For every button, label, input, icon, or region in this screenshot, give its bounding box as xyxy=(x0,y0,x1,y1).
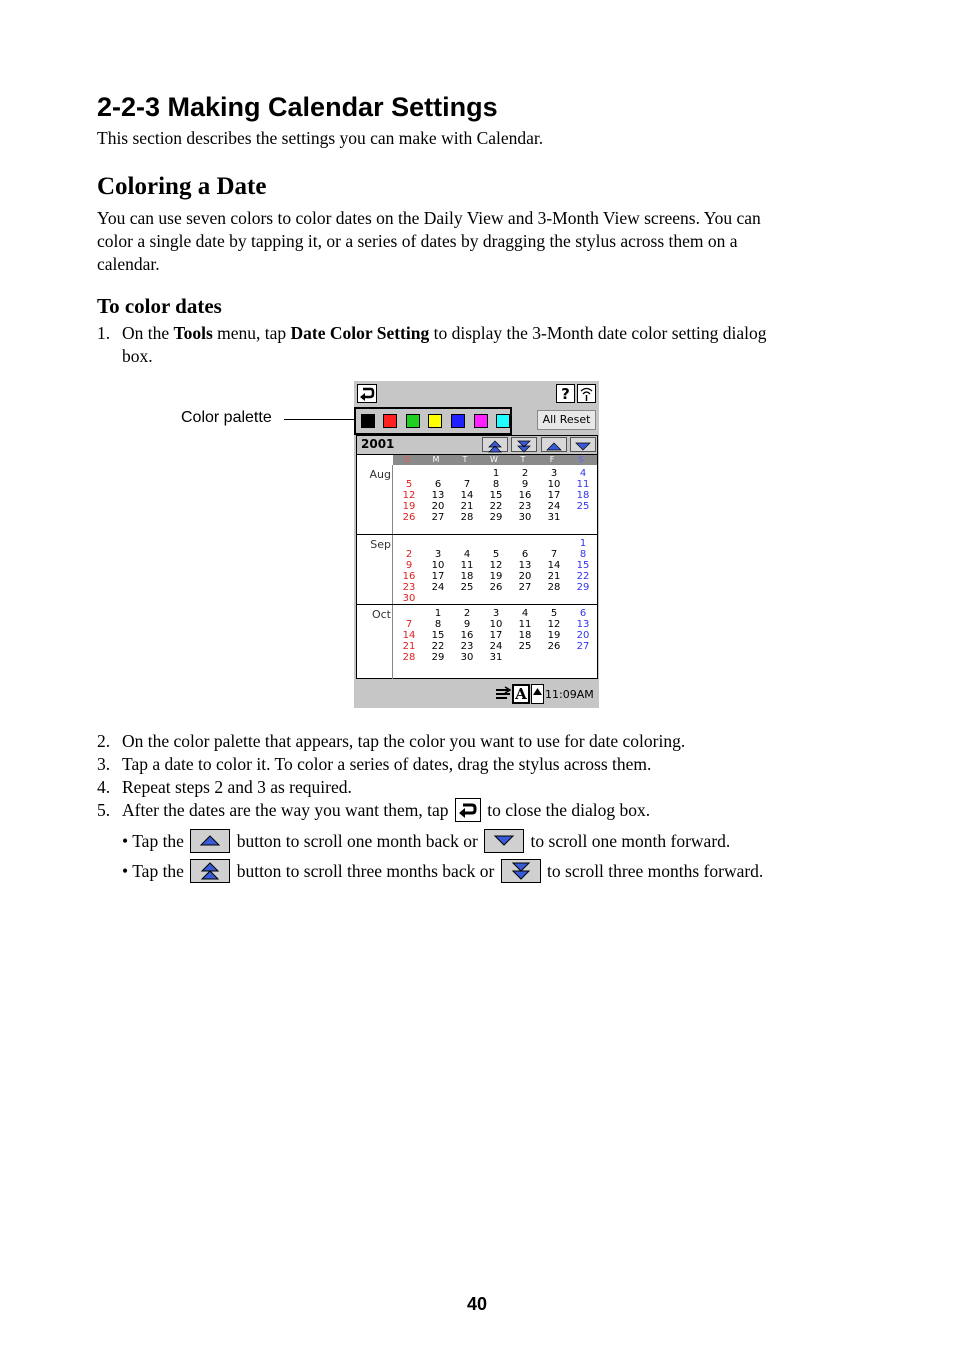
calendar-date[interactable]: 23 xyxy=(518,501,532,512)
calendar-date[interactable]: 11 xyxy=(576,479,590,490)
day-of-week-label: W xyxy=(490,455,498,464)
calendar-date[interactable]: 20 xyxy=(518,571,532,582)
day-of-week-label: T xyxy=(462,455,468,464)
step-5-text: After the dates are the way you want them, tap to close the dialog box. xyxy=(122,799,650,822)
calendar-date[interactable]: 23 xyxy=(402,582,416,593)
calendar-date[interactable]: 31 xyxy=(489,652,503,663)
calendar-date[interactable]: 19 xyxy=(402,501,416,512)
inline-up-button xyxy=(190,829,230,853)
subsection-title: Coloring a Date xyxy=(97,173,267,200)
calendar-date[interactable]: 5 xyxy=(550,608,558,619)
calendar-date[interactable]: 1 xyxy=(434,608,442,619)
bullet-2: • Tap the button to scroll three months back or to scroll three months forward. xyxy=(122,860,763,883)
calendar-date[interactable]: 30 xyxy=(402,593,416,604)
calendar-date[interactable]: 29 xyxy=(576,582,590,593)
calendar-date[interactable]: 12 xyxy=(402,490,416,501)
all-reset-button[interactable]: All Reset xyxy=(537,410,596,430)
calendar-date[interactable]: 13 xyxy=(576,619,590,630)
calendar-date[interactable]: 3 xyxy=(434,549,442,560)
calendar-date[interactable]: 17 xyxy=(489,630,503,641)
calendar-date[interactable]: 1 xyxy=(492,468,500,479)
calendar-date[interactable]: 25 xyxy=(460,582,474,593)
subsection-intro-line2: color a single date by tapping it, or a series of dates by dragging the stylus across them on a xyxy=(97,231,738,251)
calendar-date[interactable]: 9 xyxy=(521,479,529,490)
calendar-date[interactable]: 20 xyxy=(576,630,590,641)
day-of-week-label: S xyxy=(578,455,584,464)
color-swatch-cyan[interactable] xyxy=(496,414,510,428)
calendar-date[interactable]: 18 xyxy=(518,630,532,641)
calendar-date[interactable]: 19 xyxy=(489,571,503,582)
return-arrow-icon xyxy=(455,798,481,822)
procedure-title: To color dates xyxy=(97,294,222,318)
page-number: 40 xyxy=(466,1294,488,1314)
color-swatch-black[interactable] xyxy=(361,414,375,428)
calendar-date[interactable]: 26 xyxy=(402,512,416,523)
day-of-week-label: S xyxy=(404,455,410,464)
calendar-date[interactable]: 19 xyxy=(547,630,561,641)
calendar-date[interactable]: 22 xyxy=(489,501,503,512)
calendar-date[interactable]: 31 xyxy=(547,512,561,523)
calendar-grid xyxy=(356,435,598,679)
return-arrow-icon xyxy=(358,385,376,402)
double-up-arrow-icon xyxy=(483,440,507,453)
calendar-date[interactable]: 30 xyxy=(518,512,532,523)
calendar-date[interactable]: 23 xyxy=(460,641,474,652)
calendar-date[interactable]: 10 xyxy=(489,619,503,630)
calendar-date[interactable]: 2 xyxy=(463,608,471,619)
calendar-date[interactable]: 24 xyxy=(431,582,445,593)
calendar-date[interactable]: 2 xyxy=(405,549,413,560)
scroll-three-months-forward-button[interactable] xyxy=(511,437,537,452)
color-swatch-magenta[interactable] xyxy=(474,414,488,428)
step-2-number: 2. xyxy=(97,731,111,751)
calendar-date[interactable]: 21 xyxy=(547,571,561,582)
calendar-date[interactable]: 30 xyxy=(460,652,474,663)
clock: 11:09AM xyxy=(545,688,594,701)
section-title: 2-2-3 Making Calendar Settings xyxy=(97,92,498,122)
inline-double-up-button xyxy=(190,859,230,883)
calendar-date[interactable]: 3 xyxy=(492,608,500,619)
day-of-week-label: F xyxy=(549,455,555,464)
calendar-date[interactable]: 28 xyxy=(402,652,416,663)
calendar-date[interactable]: 14 xyxy=(547,560,561,571)
calendar-date[interactable]: 26 xyxy=(489,582,503,593)
wireless-button[interactable] xyxy=(577,384,596,403)
scroll-three-months-back-button[interactable] xyxy=(482,437,508,452)
calendar-date[interactable]: 5 xyxy=(492,549,500,560)
inline-return-button xyxy=(455,798,481,822)
calendar-date[interactable]: 4 xyxy=(463,549,471,560)
calendar-date[interactable]: 29 xyxy=(489,512,503,523)
double-down-arrow-icon xyxy=(512,440,536,453)
status-bar xyxy=(354,681,599,708)
calendar-date[interactable]: 4 xyxy=(521,608,529,619)
question-icon: ? xyxy=(561,385,570,403)
month-label: Oct xyxy=(371,608,391,621)
calendar-date[interactable]: 16 xyxy=(460,630,474,641)
callout-line xyxy=(284,419,356,420)
caps-icon[interactable] xyxy=(531,684,544,704)
calendar-date[interactable]: 13 xyxy=(518,560,532,571)
calendar-date[interactable]: 11 xyxy=(460,560,474,571)
font-size-icon[interactable]: A xyxy=(512,684,530,704)
inline-down-button xyxy=(484,829,524,853)
calendar-date[interactable]: 10 xyxy=(431,560,445,571)
calendar-date[interactable]: 7 xyxy=(405,619,413,630)
input-mode-icon xyxy=(494,686,512,702)
bullet-dot: • xyxy=(122,861,129,881)
calendar-date[interactable]: 24 xyxy=(489,641,503,652)
month-label: Sep xyxy=(370,538,391,551)
calendar-date[interactable]: 25 xyxy=(518,641,532,652)
step-3-number: 3. xyxy=(97,754,111,774)
device-top-bar xyxy=(354,381,599,407)
month-separator xyxy=(357,604,597,605)
double-down-arrow-icon xyxy=(501,859,541,883)
calendar-date[interactable]: 18 xyxy=(576,490,590,501)
day-of-week-label: T xyxy=(520,455,526,464)
calendar-date[interactable]: 10 xyxy=(547,479,561,490)
calendar-date[interactable]: 13 xyxy=(431,490,445,501)
calendar-date[interactable]: 15 xyxy=(576,560,590,571)
calendar-date[interactable]: 5 xyxy=(405,479,413,490)
calendar-date[interactable]: 28 xyxy=(547,582,561,593)
color-palette xyxy=(354,407,512,435)
calendar-date[interactable]: 27 xyxy=(431,512,445,523)
calendar-date[interactable]: 26 xyxy=(547,641,561,652)
subsection-intro-line1: You can use seven colors to color dates on the Daily View and 3-Month View screens. You can xyxy=(97,208,761,228)
step-4-text: Repeat steps 2 and 3 as required. xyxy=(122,777,352,797)
help-button[interactable] xyxy=(556,384,575,403)
calendar-date[interactable]: 11 xyxy=(518,619,532,630)
step-1-number: 1. xyxy=(97,323,111,343)
bullet-dot: • xyxy=(122,831,129,851)
calendar-date[interactable]: 18 xyxy=(460,571,474,582)
calendar-date[interactable]: 8 xyxy=(492,479,500,490)
calendar-date[interactable]: 2 xyxy=(521,468,529,479)
calendar-date[interactable]: 27 xyxy=(518,582,532,593)
callout-label: Color palette xyxy=(181,409,272,426)
calendar-date[interactable]: 8 xyxy=(434,619,442,630)
calendar-date[interactable]: 20 xyxy=(431,501,445,512)
calendar-date[interactable]: 12 xyxy=(547,619,561,630)
year-bar xyxy=(357,436,597,455)
calendar-date[interactable]: 7 xyxy=(550,549,558,560)
calendar-date[interactable]: 16 xyxy=(518,490,532,501)
calendar-date[interactable]: 25 xyxy=(576,501,590,512)
color-swatch-yellow[interactable] xyxy=(428,414,442,428)
calendar-date[interactable]: 9 xyxy=(463,619,471,630)
year-label: 2001 xyxy=(361,437,395,451)
calendar-date[interactable]: 15 xyxy=(431,630,445,641)
inline-double-down-button xyxy=(501,859,541,883)
bullet-1: • Tap the button to scroll one month back or to scroll one month forward. xyxy=(122,830,730,853)
color-swatch-blue[interactable] xyxy=(451,414,465,428)
calendar-date[interactable]: 7 xyxy=(463,479,471,490)
calendar-date[interactable]: 1 xyxy=(579,538,587,549)
wireless-icon xyxy=(578,385,595,402)
color-swatch-red[interactable] xyxy=(383,414,397,428)
close-return-button[interactable] xyxy=(357,384,377,403)
step-2-text: On the color palette that appears, tap the color you want to use for date coloring. xyxy=(122,731,686,751)
month-separator xyxy=(357,534,597,535)
calendar-date[interactable]: 27 xyxy=(576,641,590,652)
section-intro: This section describes the settings you can make with Calendar. xyxy=(97,128,544,148)
up-arrow-icon xyxy=(542,440,566,453)
down-arrow-icon xyxy=(571,440,595,453)
step-1-text: On the Tools menu, tap Date Color Setting to display the 3-Month date color setting dialog xyxy=(122,323,767,343)
calendar-date[interactable]: 15 xyxy=(489,490,503,501)
calendar-date[interactable]: 12 xyxy=(489,560,503,571)
step-3-text: Tap a date to color it. To color a series of dates, drag the stylus across them. xyxy=(122,754,652,774)
calendar-date[interactable]: 4 xyxy=(579,468,587,479)
calendar-date[interactable]: 6 xyxy=(579,608,587,619)
month-label: Aug xyxy=(369,468,391,481)
calendar-date[interactable]: 16 xyxy=(402,571,416,582)
calendar-date[interactable]: 14 xyxy=(460,490,474,501)
calendar-date[interactable]: 17 xyxy=(431,571,445,582)
calendar-date[interactable]: 24 xyxy=(547,501,561,512)
subsection-intro-line3: calendar. xyxy=(97,254,160,274)
day-of-week-header xyxy=(393,455,597,465)
calendar-date[interactable]: 6 xyxy=(521,549,529,560)
month-label-divider xyxy=(392,465,393,679)
up-arrow-icon xyxy=(190,829,230,853)
calendar-date[interactable]: 14 xyxy=(402,630,416,641)
color-swatch-green[interactable] xyxy=(406,414,420,428)
calendar-date[interactable]: 28 xyxy=(460,512,474,523)
calendar-date[interactable]: 17 xyxy=(547,490,561,501)
scroll-month-forward-button[interactable] xyxy=(570,437,596,452)
calendar-date[interactable]: 29 xyxy=(431,652,445,663)
double-up-arrow-icon xyxy=(190,859,230,883)
scroll-month-back-button[interactable] xyxy=(541,437,567,452)
step-1-text-cont: box. xyxy=(122,346,153,366)
down-arrow-icon xyxy=(484,829,524,853)
calendar-date[interactable]: 21 xyxy=(460,501,474,512)
device-screenshot xyxy=(354,381,599,708)
calendar-date[interactable]: 22 xyxy=(431,641,445,652)
calendar-date[interactable]: 8 xyxy=(579,549,587,560)
step-4-number: 4. xyxy=(97,777,111,797)
calendar-date[interactable]: 21 xyxy=(402,641,416,652)
step-5-number: 5. xyxy=(97,800,111,820)
calendar-date[interactable]: 9 xyxy=(405,560,413,571)
calendar-date[interactable]: 22 xyxy=(576,571,590,582)
calendar-date[interactable]: 6 xyxy=(434,479,442,490)
day-of-week-label: M xyxy=(432,455,440,464)
calendar-date[interactable]: 3 xyxy=(550,468,558,479)
